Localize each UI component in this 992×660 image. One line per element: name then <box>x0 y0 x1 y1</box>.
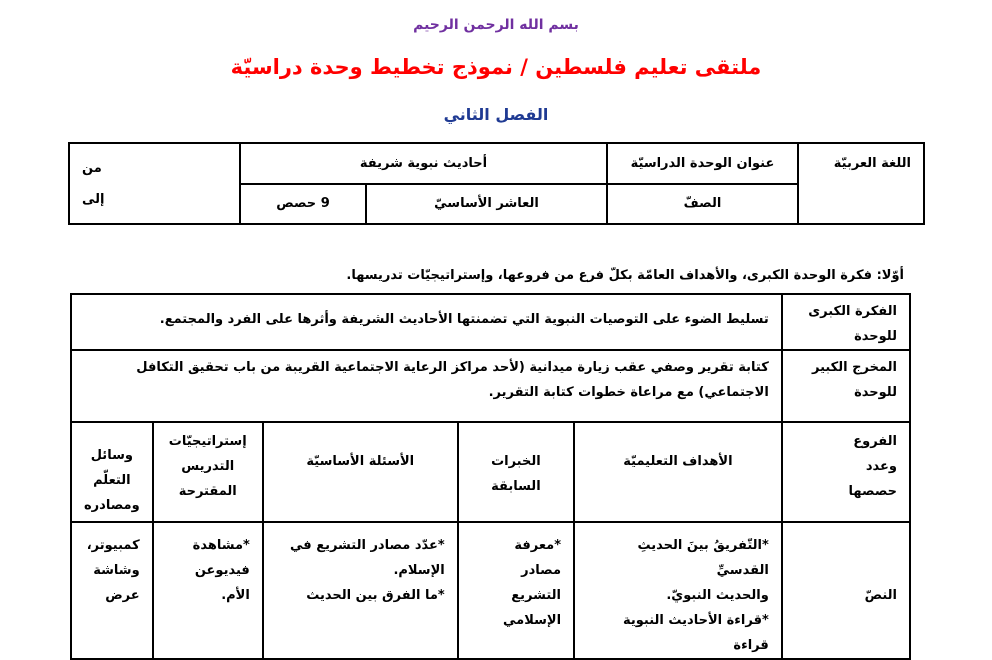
strategy-line1: *مشاهدة <box>192 538 250 553</box>
outcome-label-line2: للوحدة <box>854 385 897 400</box>
unit-info-table <box>68 142 925 225</box>
outcome-label <box>782 350 910 422</box>
grade-label: الصفّ <box>607 184 798 225</box>
col-resources-line2: ومصادره <box>84 498 140 513</box>
table-row <box>71 522 910 659</box>
from-label: من <box>82 160 102 176</box>
branch-cell <box>782 522 910 659</box>
unit-title-label: عنوان الوحدة الدراسيّة <box>607 143 798 184</box>
big-idea-label: الفكرة الكبرى للوحدة <box>782 294 910 350</box>
prior-line3: الإسلامي <box>503 613 562 628</box>
question-line1: *عدّد مصادر التشريع في <box>290 538 445 553</box>
page-title: ملتقى تعليم فلسطين / نموذج تخطيط وحدة دراسيّة <box>230 55 762 79</box>
col-branches <box>782 422 910 522</box>
unit-plan-table <box>70 293 911 660</box>
objective-line2: والحديث النبويّ. <box>666 588 769 603</box>
prior-line2: التشريع <box>511 588 562 603</box>
outcome-label-line1: المخرج الكبير <box>811 360 897 375</box>
grade-value: العاشر الأساسيّ <box>366 184 607 225</box>
strategy-line2: فيديوعن الأم. <box>194 563 250 603</box>
col-prior: الخبرات السابقة <box>458 422 574 522</box>
col-strategies-line3: المقترحة <box>178 484 237 499</box>
prior-line1: *معرفة مصادر <box>514 538 562 578</box>
col-objectives: الأهداف التعليميّة <box>574 422 782 522</box>
col-questions: الأسئلة الأساسيّة <box>263 422 458 522</box>
questions-cell <box>263 522 458 659</box>
col-resources-line1: وسائل التعلّم <box>90 448 133 488</box>
prior-cell <box>458 522 574 659</box>
subject-cell: اللغة العربيّة <box>798 143 924 224</box>
column-header-row <box>71 422 910 522</box>
col-strategies-line2: التدريس <box>181 459 235 474</box>
col-strategies <box>153 422 263 522</box>
resource-line3: عرض <box>105 588 140 603</box>
question-line2: الإسلام. <box>393 563 445 578</box>
big-idea-text: تسليط الضوء على التوصيات النبوية التي تضمنتها الأحاديث الشريفة وأثرها على الفرد والمجتمع. <box>71 294 782 350</box>
col-branches-line3: حصصها <box>848 484 897 499</box>
strategies-cell <box>153 522 263 659</box>
col-branches-line2: وعدد <box>865 459 897 474</box>
to-label: إلى <box>82 191 105 207</box>
semester-heading: الفصل الثاني <box>443 105 549 124</box>
outcome-text-line1: كتابة تقرير وصفي عقب زيارة ميدانية (لأحد مراكز الرعاية الاجتماعية القريبة من باب تحقيق التكافل <box>136 360 769 375</box>
col-resources <box>71 422 153 522</box>
outcome-text <box>71 350 782 422</box>
periods-value: 9 حصص <box>240 184 366 225</box>
objective-line3: *قراءة الأحاديث النبوية قراءة <box>622 613 769 653</box>
resources-cell <box>71 522 153 659</box>
col-strategies-line1: إستراتيجيّات <box>168 434 247 449</box>
section-heading: أوّلا: فكرة الوحدة الكبرى، والأهداف العامّة بكلّ فرع من فروعها، وإستراتيجيّات تدريسها. <box>346 268 904 283</box>
basmala: بسم الله الرحمن الرحيم <box>413 17 579 33</box>
branch-name: النصّ <box>864 588 897 603</box>
col-branches-line1: الفروع <box>853 434 897 449</box>
objective-line1: *التّفريقُ بينَ الحديثِ القدسيِّ <box>637 538 769 578</box>
objectives-cell <box>574 522 782 659</box>
resource-line2: وشاشة <box>93 563 140 578</box>
question-line3: *ما الفرق بين الحديث <box>306 588 445 603</box>
date-range-cell <box>69 143 240 224</box>
unit-title-value: أحاديث نبوية شريفة <box>240 143 607 184</box>
outcome-text-line2: الاجتماعي) مع مراعاة خطوات كتابة التقرير. <box>488 385 769 400</box>
resource-line1: كمبيوتر، <box>86 538 140 553</box>
